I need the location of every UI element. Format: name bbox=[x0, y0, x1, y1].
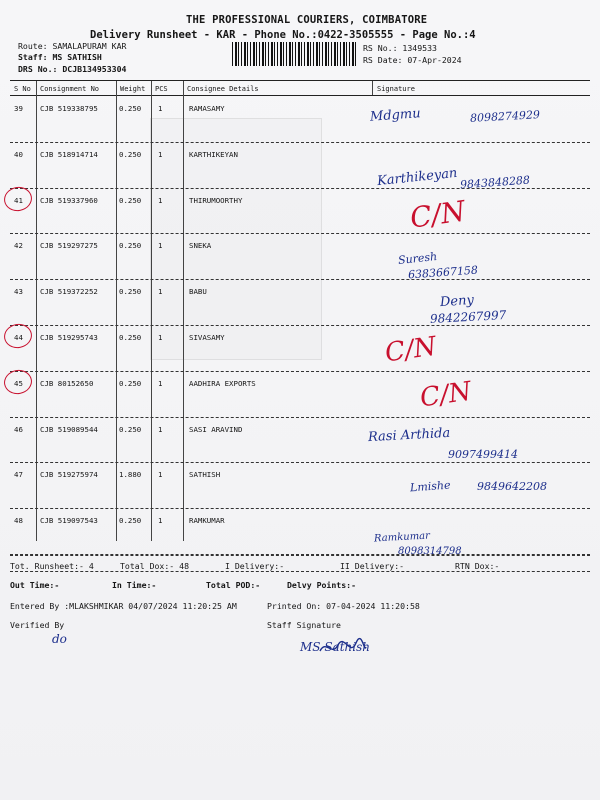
row-weight: 0.250 bbox=[119, 104, 142, 113]
printed-on: Printed On: 07-04-2024 11:20:58 bbox=[267, 601, 420, 611]
row-consignment-no: CJB 519295743 bbox=[40, 333, 98, 342]
col-header-pcs: PCS bbox=[155, 85, 168, 93]
staff-signature-label: Staff Signature bbox=[267, 620, 341, 630]
handwritten-signature: Karthikeyan bbox=[376, 165, 459, 190]
col-header-consignee: Consignee Details bbox=[187, 85, 259, 93]
row-sno: 47 bbox=[14, 470, 23, 480]
row-consignment-no: CJB 519297275 bbox=[40, 241, 98, 251]
row-sno: 40 bbox=[14, 149, 23, 159]
out-time: Out Time:- bbox=[10, 580, 60, 590]
handwritten-phone-number: 9097499414 bbox=[448, 448, 518, 461]
entered-by: Entered By :MLAKSHMIKAR 04/07/2024 11:20:25 AM bbox=[10, 601, 237, 611]
row-sno: 45 bbox=[14, 378, 23, 388]
handwritten-signature: Deny bbox=[439, 292, 475, 311]
row-weight: 0.250 bbox=[119, 333, 142, 342]
row-consignee: SATHISH bbox=[189, 470, 221, 480]
row-consignment-no: CJB 518914714 bbox=[40, 149, 98, 159]
row-pcs: 1 bbox=[158, 149, 163, 159]
table-row bbox=[0, 234, 600, 280]
row-consignment-no: CJB 519275974 bbox=[40, 470, 98, 480]
route-label: Route: SAMALAPURAM KAR bbox=[18, 41, 127, 51]
footer-mid-rule bbox=[10, 571, 590, 572]
row-weight: 1.880 bbox=[119, 470, 142, 480]
row-consignee: RAMASAMY bbox=[189, 104, 225, 113]
footer-top-rule bbox=[10, 555, 590, 556]
handwritten-phone-number: 6383667158 bbox=[407, 263, 479, 282]
row-weight: 0.250 bbox=[119, 287, 142, 297]
row-consignee: BABU bbox=[189, 287, 207, 297]
row-sno: 42 bbox=[14, 241, 23, 251]
row-consignee: RAMKUMAR bbox=[189, 516, 225, 526]
row-sno: 48 bbox=[14, 516, 23, 526]
row-weight: 0.250 bbox=[119, 195, 142, 205]
tot-runsheet: Tot. Runsheet:- 4 bbox=[10, 561, 94, 571]
red-cn-mark: C/N bbox=[383, 331, 439, 369]
handwritten-signature: Rasi Arthida bbox=[367, 425, 451, 446]
staff-signature-scribble bbox=[318, 635, 368, 661]
total-pod: Total POD:- bbox=[206, 580, 261, 590]
row-sno: 39 bbox=[14, 104, 23, 113]
row-pcs: 1 bbox=[158, 241, 163, 251]
row-sno: 44 bbox=[14, 333, 23, 342]
row-weight: 0.250 bbox=[119, 424, 142, 434]
handwritten-signature: Mdgmu bbox=[369, 106, 422, 125]
red-cn-mark: C/N bbox=[407, 194, 468, 235]
row-consignee: SNEKA bbox=[189, 241, 212, 251]
col-header-signature: Signature bbox=[377, 85, 415, 93]
red-circle-mark bbox=[2, 368, 34, 396]
handwritten-phone-number: 8098314798 bbox=[398, 546, 462, 557]
staff-label: Staff: MS SATHISH bbox=[18, 52, 102, 62]
row-consignee: THIRUMOORTHY bbox=[189, 195, 243, 205]
row-pcs: 1 bbox=[158, 516, 163, 526]
handwritten-signature: Lmishe bbox=[409, 478, 451, 495]
col-header-sno: S No bbox=[14, 85, 31, 93]
delvy-points: Delvy Points:- bbox=[287, 580, 357, 590]
table-row bbox=[0, 280, 600, 326]
rs-date: RS Date: 07-Apr-2024 bbox=[363, 55, 462, 65]
red-circle-mark bbox=[2, 184, 34, 212]
total-dox: Total Dox:- 48 bbox=[120, 561, 190, 571]
row-weight: 0.250 bbox=[119, 516, 142, 526]
row-consignee: SASI ARAVIND bbox=[189, 424, 243, 434]
handwritten-phone-number: 9843848288 bbox=[459, 173, 531, 192]
barcode-image bbox=[232, 42, 356, 66]
row-sno: 46 bbox=[14, 424, 23, 434]
red-circle-mark bbox=[2, 322, 34, 350]
handwritten-phone-number: 8098274929 bbox=[469, 108, 541, 125]
row-consignment-no: CJB 519097543 bbox=[40, 516, 98, 526]
row-consignment-no: CJB 519089544 bbox=[40, 424, 98, 434]
row-consignee: KARTHIKEYAN bbox=[189, 149, 238, 159]
table-row bbox=[0, 189, 600, 235]
row-weight: 0.250 bbox=[119, 241, 142, 251]
table-row bbox=[0, 326, 600, 372]
in-time: In Time:- bbox=[112, 580, 157, 590]
runsheet-subtitle: Delivery Runsheet - KAR - Phone No.:0422-3505555 - Page No.:4 bbox=[90, 29, 476, 41]
row-weight: 0.250 bbox=[119, 378, 142, 388]
table-top-rule bbox=[10, 80, 590, 81]
handwritten-signature: Suresh bbox=[397, 249, 438, 268]
row-consignment-no: CJB 519338795 bbox=[40, 104, 98, 113]
col-header-consignment: Consignment No bbox=[40, 85, 100, 93]
col-header-weight: Weight bbox=[120, 85, 146, 93]
row-pcs: 1 bbox=[158, 333, 163, 342]
rtn-dox: RTN Dox:- bbox=[455, 561, 500, 571]
rs-number: RS No.: 1349533 bbox=[363, 43, 437, 53]
handwritten-signature: Ramkumar bbox=[373, 530, 431, 545]
row-consignment-no: CJB 519337960 bbox=[40, 195, 98, 205]
col-divider bbox=[372, 81, 373, 95]
handwritten-phone-number: 9842267997 bbox=[429, 308, 507, 326]
staff-signature: MS Sathish bbox=[300, 640, 370, 654]
row-consignee: AADHIRA EXPORTS bbox=[189, 378, 256, 388]
verifier-signature: do bbox=[52, 632, 67, 646]
row-consignment-no: CJB 519372252 bbox=[40, 287, 98, 297]
table-row bbox=[0, 509, 600, 555]
row-consignment-no: CJB 80152650 bbox=[40, 378, 94, 388]
verified-by-label: Verified By bbox=[10, 620, 65, 630]
row-pcs: 1 bbox=[158, 287, 163, 297]
red-cn-mark: C/N bbox=[418, 376, 474, 414]
row-consignee: SIVASAMY bbox=[189, 333, 225, 342]
row-pcs: 1 bbox=[158, 378, 163, 388]
ii-delivery: II Delivery:- bbox=[340, 561, 405, 571]
table-header-rule bbox=[10, 95, 590, 96]
row-pcs: 1 bbox=[158, 470, 163, 480]
handwritten-phone-number: 9849642208 bbox=[477, 480, 547, 493]
table-row bbox=[0, 372, 600, 418]
i-delivery: I Delivery:- bbox=[225, 561, 285, 571]
row-weight: 0.250 bbox=[119, 149, 142, 159]
row-sno: 43 bbox=[14, 287, 23, 297]
row-pcs: 1 bbox=[158, 104, 163, 113]
row-pcs: 1 bbox=[158, 195, 163, 205]
row-sno: 41 bbox=[14, 195, 23, 205]
drs-number: DRS No.: DCJB134953304 bbox=[18, 64, 127, 74]
row-pcs: 1 bbox=[158, 424, 163, 434]
company-title: THE PROFESSIONAL COURIERS, COIMBATORE bbox=[186, 14, 428, 26]
